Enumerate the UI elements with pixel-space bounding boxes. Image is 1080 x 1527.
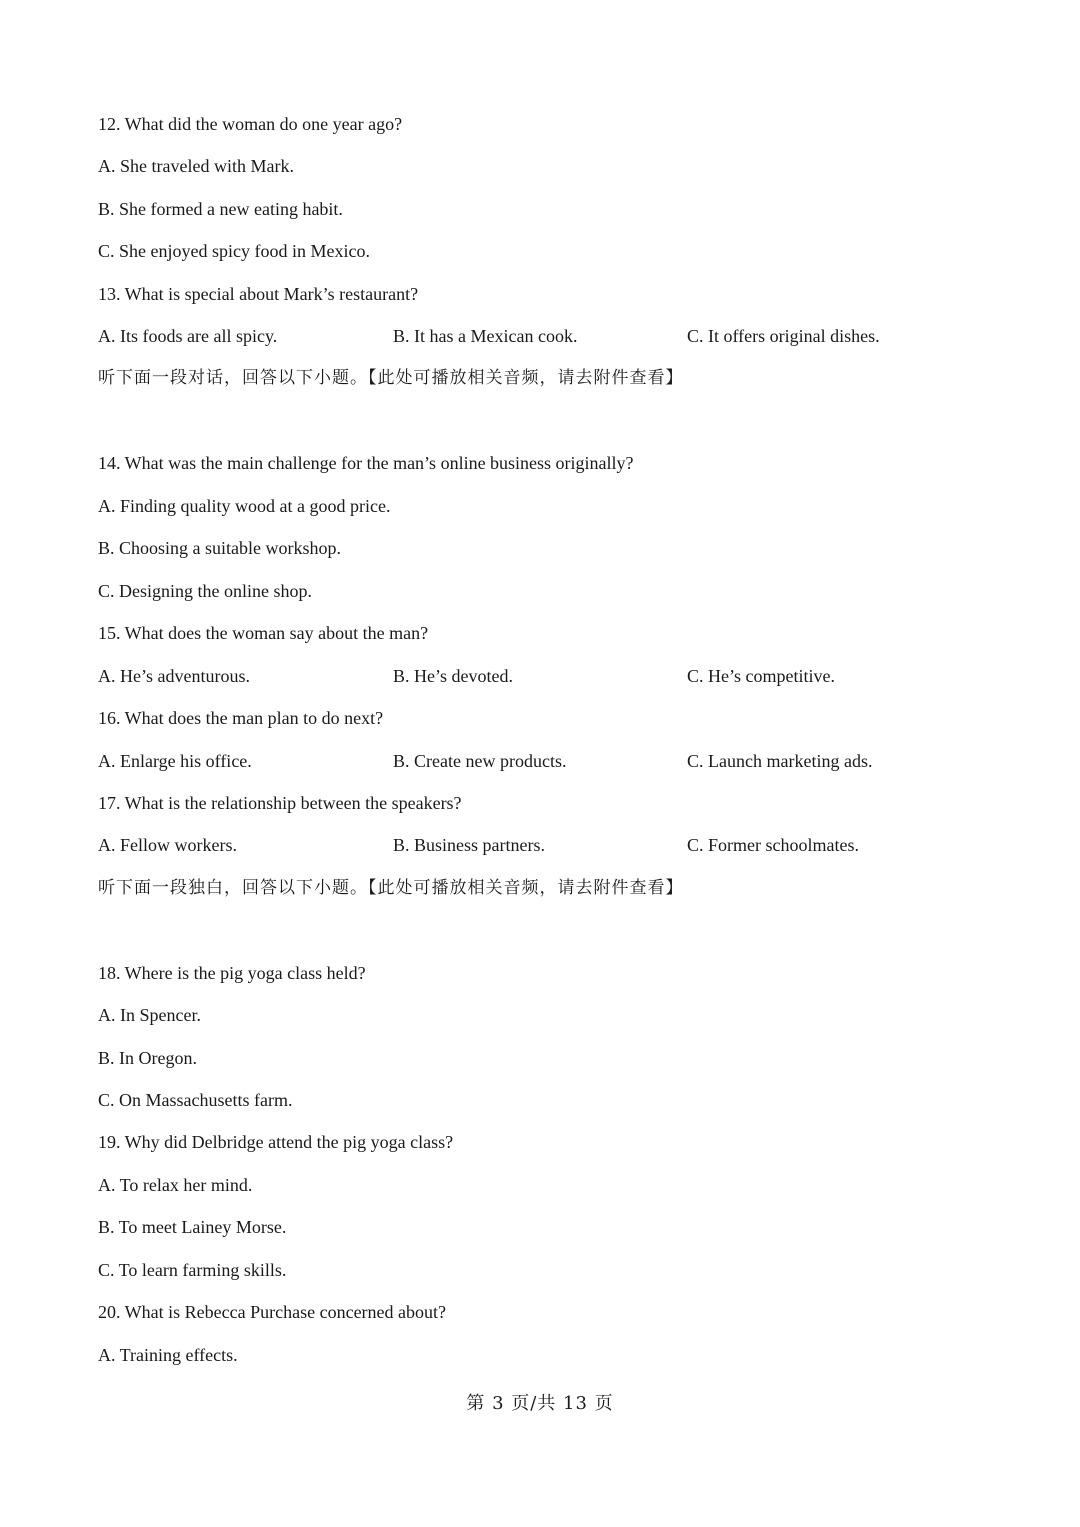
question-17: 17. What is the relationship between the speakers? — [98, 793, 462, 813]
question-18-option-c: C. On Massachusetts farm. — [98, 1090, 293, 1110]
question-19-option-c: C. To learn farming skills. — [98, 1260, 287, 1280]
question-15-option-b: B. He’s devoted. — [393, 666, 513, 686]
question-19: 19. Why did Delbridge attend the pig yoga class? — [98, 1132, 454, 1152]
question-14-option-b: B. Choosing a suitable workshop. — [98, 538, 341, 558]
question-15-option-a: A. He’s adventurous. — [98, 666, 250, 686]
instruction-monologue: 听下面一段独白，回答以下小题。【此处可播放相关音频，请去附件查看】 — [98, 878, 684, 898]
question-12-option-a: A. She traveled with Mark. — [98, 156, 294, 176]
question-19-option-b: B. To meet Lainey Morse. — [98, 1217, 287, 1237]
question-15-option-c: C. He’s competitive. — [687, 666, 835, 686]
question-17-option-c: C. Former schoolmates. — [687, 835, 859, 855]
question-14-option-a: A. Finding quality wood at a good price. — [98, 496, 391, 516]
question-14-option-c: C. Designing the online shop. — [98, 581, 312, 601]
question-13-option-c: C. It offers original dishes. — [687, 326, 880, 346]
question-12-option-b: B. She formed a new eating habit. — [98, 199, 343, 219]
page-number-footer: 第 3 页/共 13 页 — [466, 1393, 614, 1414]
question-12: 12. What did the woman do one year ago? — [98, 114, 403, 134]
question-13: 13. What is special about Mark’s restaurant? — [98, 284, 419, 304]
question-19-option-a: A. To relax her mind. — [98, 1175, 253, 1195]
question-16-option-a: A. Enlarge his office. — [98, 751, 252, 771]
question-15-options — [98, 664, 998, 688]
instruction-dialogue: 听下面一段对话，回答以下小题。【此处可播放相关音频，请去附件查看】 — [98, 368, 684, 388]
question-13-option-b: B. It has a Mexican cook. — [393, 326, 578, 346]
question-17-options — [98, 833, 998, 857]
question-16-option-c: C. Launch marketing ads. — [687, 751, 873, 771]
question-13-options — [98, 324, 998, 348]
question-20: 20. What is Rebecca Purchase concerned about? — [98, 1302, 447, 1322]
question-15: 15. What does the woman say about the man? — [98, 623, 429, 643]
question-16-option-b: B. Create new products. — [393, 751, 567, 771]
question-16: 16. What does the man plan to do next? — [98, 708, 384, 728]
question-14: 14. What was the main challenge for the man’s online business originally? — [98, 453, 634, 473]
question-18-option-b: B. In Oregon. — [98, 1048, 197, 1068]
question-17-option-a: A. Fellow workers. — [98, 835, 237, 855]
question-13-option-a: A. Its foods are all spicy. — [98, 326, 278, 346]
question-12-option-c: C. She enjoyed spicy food in Mexico. — [98, 241, 370, 261]
question-18: 18. Where is the pig yoga class held? — [98, 963, 366, 983]
question-16-options — [98, 749, 998, 773]
question-20-option-a: A. Training effects. — [98, 1345, 238, 1365]
question-18-option-a: A. In Spencer. — [98, 1005, 201, 1025]
question-17-option-b: B. Business partners. — [393, 835, 545, 855]
